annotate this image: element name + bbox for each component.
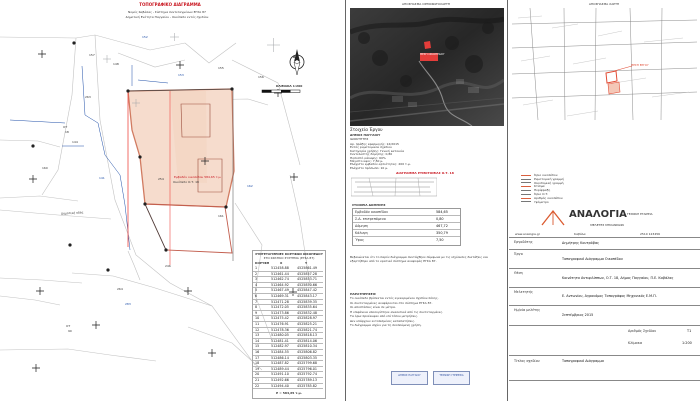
left-subtitle-2: Δημοτική Ενότητα Παγγαίου - Οικόπεδο εντός σχεδίου — [125, 15, 209, 19]
parcel-id-9: 160 — [42, 166, 48, 170]
coord-id: 14 — [255, 338, 260, 343]
road-label: Δημοτική οδός — [60, 210, 84, 216]
legend-item: Όριο Ο.Τ. — [534, 192, 549, 196]
info-line: Αρ. πράξης εφαρμογής: 12/2015 — [350, 142, 399, 146]
coord-y: 4525835.64 — [297, 305, 317, 310]
parcel-id-6: 155 — [218, 66, 224, 70]
legend-line — [521, 201, 531, 202]
legend-line — [521, 190, 531, 191]
title-row-divider — [509, 380, 700, 381]
legend-line — [521, 175, 531, 176]
info-line: Εντός ρυμοτομικού σχεδίου — [350, 145, 392, 150]
ortho-photo — [350, 8, 504, 126]
coord-header-x: Χ — [280, 261, 283, 265]
title-row-value: Σεπτέμβριος 2015 — [562, 313, 594, 317]
company-name: ΑΝΑΛΟΓΙΑ — [569, 209, 627, 220]
legend-line — [521, 186, 531, 187]
note-line: Οι συντεταγμένες αναφέρονται στο σύστημα ΕΓΣΑ 87. — [350, 300, 433, 305]
coord-id: 2 — [255, 271, 258, 276]
sheet-label: Τίτλος σχεδίου — [514, 359, 540, 363]
title-row-divider — [509, 249, 700, 250]
coord-y: 4525843.17 — [297, 294, 317, 298]
coord-x: 512480.05 — [271, 333, 289, 338]
info-line: Ελάχιστο πρόσωπο: 10 μ. — [350, 165, 389, 170]
parcel-id-0: 157 — [89, 53, 95, 57]
table-value: 7,50 — [436, 238, 444, 242]
scale-bar — [262, 90, 300, 93]
note-line: Το διάγραμμα ισχύει για τη σκοπούμενη χρήση. — [350, 323, 422, 327]
coord-y: 4525828.97 — [297, 316, 317, 321]
separator-left-middle — [345, 0, 346, 401]
left-ot-2: ΟΤ — [66, 324, 71, 328]
parcel-id-15: 254 — [158, 177, 164, 181]
table-value: 584,65 — [436, 210, 448, 214]
coord-x: 512478.36 — [271, 327, 289, 332]
coord-id: 11 — [255, 322, 260, 326]
middle-table — [352, 208, 461, 246]
scale-label: ΚΛΙΜΑΚΑ 1:200 — [276, 84, 303, 88]
coord-y: 4525806.82 — [297, 350, 317, 354]
info-line: Κατηγορία χρήσης: Γενική κατοικία — [350, 148, 404, 153]
company-desc: ΜΕΛΕΤΕΣ ΜΗΧΑΝΙΚΩΝ — [590, 223, 624, 227]
table-label: Σ.Δ. επιτρεπόμενο — [355, 217, 386, 221]
parcel-info: Εμβαδόν οικοπέδου 584,65 τ.μ. — [174, 175, 222, 179]
parcel-id-5: 153 — [178, 73, 184, 77]
parcel-id-8: 141 — [99, 176, 105, 180]
parcel-id-10: 161 — [218, 214, 224, 218]
coord-y: 4525796.01 — [297, 366, 317, 371]
road-caption: ΔΙΑΓΡΑΜΜΑ ΡΥΜΟΤΟΜΙΑΣ Ο.Τ. 18 — [396, 171, 454, 175]
title-row-value: Κοινότητα Αντιφιλίππων, Ο.Τ. 18, Δήμος Παγγαίου, Π.Ε. Καβάλας — [562, 275, 674, 280]
coord-id: 19 — [255, 366, 260, 371]
title-row-divider — [509, 268, 700, 269]
coord-x: 512462.74 — [271, 277, 289, 282]
title-row-label: Θέση — [514, 271, 523, 275]
parcel-id-4: 152 — [142, 35, 148, 39]
title-row-divider — [509, 325, 700, 326]
coord-id: 9 — [255, 310, 258, 315]
parcel-sub: Οικόπεδο Ο.Τ. 18 — [173, 180, 199, 184]
coord-id: 22 — [255, 383, 260, 388]
scale-label-right: Κλίμακα — [628, 341, 643, 345]
middle-panel — [347, 0, 507, 401]
legend-item: Οικοδομική γραμμή — [534, 180, 564, 185]
coord-id: 21 — [255, 378, 260, 382]
table-row-divider — [353, 229, 460, 230]
coord-subtitle: ΣΤΟ ΚΡΑΤΙΚΟ ΣΥΣΤΗΜΑ (ΕΓΣΑ 87) — [263, 256, 315, 260]
parcel-id-7: 156 — [258, 75, 264, 79]
table-value: 0,80 — [436, 217, 444, 221]
coord-y: 4525799.68 — [297, 361, 317, 366]
legend-line — [521, 194, 531, 195]
legend-item: Περίφραξη — [534, 188, 551, 193]
right-site-label: ΘΕΣΗ ΕΡΓΟΥ — [631, 63, 649, 67]
coord-y: 4525821.74 — [297, 327, 317, 332]
legend-item: Υψόμετρο — [534, 199, 549, 204]
table-label: Εμβαδόν οικοπέδου — [355, 210, 389, 214]
info-line: Συντελεστής δόμησης: 0,80 — [350, 152, 393, 157]
stamp-1 — [391, 371, 428, 385]
coord-id: 6 — [255, 294, 258, 298]
coord-y: 4525847.42 — [297, 288, 317, 293]
note-line: Οι αποστάσεις είναι σε μέτρα. — [350, 305, 396, 309]
legend-line — [521, 182, 531, 183]
table-title: ΣΤΟΙΧΕΙΑ ΔΟΜΗΣΗΣ — [352, 203, 386, 207]
company-tag: ΤΕΧΝΙΚΗ ΕΤΑΙΡΕΙΑ — [627, 212, 653, 216]
coord-row-divider — [253, 388, 323, 389]
legend-line — [521, 179, 531, 180]
section-title: Στοιχεία Έργου — [350, 127, 383, 132]
coord-y: 4525825.21 — [297, 322, 317, 326]
company-address: Καβάλα — [574, 232, 586, 236]
plan-label: Αριθμός Σχεδίου — [628, 329, 657, 333]
coord-y: 4525832.48 — [297, 310, 317, 315]
parcel-id-3: 144 — [72, 140, 78, 144]
coord-x: 512473.86 — [271, 310, 289, 315]
title-row-divider — [509, 237, 700, 238]
coord-x: 512491.10 — [271, 372, 289, 377]
info-line: Ποσοστό κάλυψης: 60% — [350, 155, 386, 160]
coord-x: 512494.40 — [271, 383, 289, 388]
separator-middle-right — [507, 0, 508, 401]
title-row-label: Ημ/νία μελέτης — [514, 308, 541, 312]
company-url: www.analogia.gr — [515, 232, 540, 236]
table-label: Ύψος — [355, 238, 365, 242]
coord-id: 4 — [255, 282, 258, 287]
coord-y: 4525861.49 — [297, 266, 317, 270]
coord-y: 4525785.82 — [297, 383, 317, 388]
title-row-value: Ε. Αντωνίου, Αγρονόμος Τοπογράφος Μηχανικός Ε.Μ.Π. — [562, 294, 657, 298]
title-block — [509, 237, 700, 401]
coord-x: 512489.44 — [271, 366, 289, 371]
coord-y: 4525810.34 — [297, 344, 317, 349]
parcel-id-12: 264 — [117, 287, 123, 291]
coord-x: 512471.28 — [271, 299, 289, 304]
note-line: Το οικόπεδο βρίσκεται εντός εγκεκριμένου σχεδίου πόλης. — [350, 296, 439, 300]
table-label: Δόμηση — [355, 224, 368, 228]
coord-y: 4525853.71 — [297, 277, 317, 282]
right-panel — [509, 0, 700, 401]
notes-title: ΠΑΡΑΤΗΡΗΣΕΙΣ — [350, 292, 376, 296]
coord-x: 512484.55 — [271, 350, 289, 354]
stamp-2 — [433, 371, 470, 385]
coord-x: 512486.14 — [271, 355, 289, 360]
left-ot-2-sub: 90 — [68, 329, 72, 333]
coord-x: 512469.31 — [271, 294, 289, 298]
title-row-value: Τοπογραφικό Διάγραμμα Οικοπέδου — [562, 256, 623, 261]
coord-id: 13 — [255, 333, 260, 338]
declaration: Βεβαιώνεται ότι το παρόν διάγραμμα συντάχθηκε σύμφωνα με τις ισχύουσες διατάξεις και εξαρτήθηκε από το κρατικό σύστημα αναφοράς ΕΓΣΑ 87. — [350, 255, 488, 263]
coord-id: 7 — [255, 299, 258, 304]
left-title: ΤΟΠΟΓΡΑΦΙΚΟ ΔΙΑΓΡΑΜΜΑ — [139, 2, 201, 7]
note-line: Δεν υπάρχουν εντοπισμένες καταπατήσεις. — [350, 318, 416, 323]
coord-x: 512475.42 — [271, 316, 289, 321]
coord-y: 4525850.66 — [297, 282, 317, 287]
left-ot-1-sub: 18 — [65, 130, 69, 134]
owner-value: ΔΗΜΟΣ ΠΑΓΓΑΙΟΥ — [350, 133, 381, 137]
left-ot-1: ΟΤ — [63, 125, 68, 129]
parcel-id-1: 148 — [113, 62, 119, 66]
right-map — [512, 8, 697, 120]
coord-x: 512482.97 — [271, 344, 289, 349]
coord-header-y: Υ — [305, 261, 308, 265]
coord-id: 17 — [255, 355, 260, 360]
coord-y: 4525803.35 — [297, 355, 317, 360]
table-label: Κάλυψη — [355, 231, 368, 235]
company-phone: 2510 123456 — [640, 232, 661, 236]
coord-x: 512467.49 — [271, 288, 289, 293]
coord-id: 18 — [255, 361, 260, 366]
legend-item: Κτίσμα — [534, 184, 545, 189]
title-row-divider — [509, 287, 700, 288]
info-line: Μέγιστο ύψος: 7,50 μ. — [350, 159, 384, 163]
coord-id: 15 — [255, 344, 260, 349]
coord-id: 10 — [255, 316, 260, 321]
coord-y: 4525814.06 — [297, 338, 317, 343]
left-panel — [0, 0, 345, 401]
coord-x: 512487.82 — [271, 361, 289, 366]
coord-id: 5 — [255, 288, 258, 293]
stamp-1-text: ΔΗΜΟΣ ΠΑΓΓΑΙΟΥ — [398, 374, 421, 377]
coord-y: 4525839.35 — [297, 299, 317, 304]
note-line: Η επιφάνεια υπολογίστηκε αναλυτικά από τις συντεταγμένες. — [350, 309, 444, 314]
table-value: 467,72 — [436, 224, 448, 228]
title-row-label: Μελετητής — [514, 290, 533, 294]
title-row-value: Δημήτρης Κουτρόβας — [562, 241, 600, 245]
coord-x: 512481.41 — [271, 338, 289, 343]
coord-id: 16 — [255, 350, 260, 354]
coord-x: 512476.91 — [271, 322, 289, 326]
north-arrow — [290, 49, 304, 75]
coord-y: 4525792.74 — [297, 372, 317, 377]
coord-id: 12 — [255, 327, 260, 332]
ortho-label: ΘΕΣΗ ΟΙΚΟΠΕΔΟΥ — [420, 52, 445, 56]
parcel-id-14: 246 — [165, 264, 171, 268]
info-line: Ελάχιστο εμβαδόν αρτιότητας: 200 τ.μ. — [350, 162, 411, 167]
coord-id: 20 — [255, 372, 260, 377]
coord-id: 3 — [255, 277, 258, 282]
table-row-divider — [353, 222, 460, 223]
owner-label: ΙΔΙΟΚΤΗΤΗΣ — [350, 137, 369, 141]
right-top-caption: ΑΠΟΣΠΑΣΜΑ ΧΑΡΤΗ — [588, 2, 620, 6]
coord-y: 4525857.28 — [297, 271, 317, 276]
title-row-label: Εργοδότης — [514, 240, 533, 244]
coord-x: 512464.92 — [271, 282, 289, 287]
coord-id: 1 — [255, 266, 258, 270]
coord-header-id: ΚΟΡΥΦΗ — [255, 261, 270, 265]
legend-line — [521, 198, 531, 199]
left-subtitle-1: Νομός Καβάλας - Σύστημα συντεταγμένων ΕΓΣΑ 87 — [128, 10, 206, 14]
legend-item: Αριθμός οικοπέδου — [534, 195, 563, 200]
parcel-id-13: 283 — [125, 302, 131, 306]
road-diagram — [351, 177, 437, 197]
sheet-value: Τοπογραφικό Διάγραμμα — [562, 359, 604, 363]
table-value: 350,79 — [436, 231, 448, 235]
ortho-caption: ΑΠΟΣΠΑΣΜΑ ΟΡΘΟΦΩΤΟΧΑΡΤΗ — [401, 2, 451, 6]
legend-item: Όριο οικοπέδου — [534, 173, 558, 177]
coord-x: 512461.44 — [271, 271, 289, 276]
north-label: Β — [293, 55, 296, 59]
note-line: Τα όρια προέκυψαν από επί τόπου μετρήσεις. — [350, 314, 419, 318]
table-row-divider — [353, 215, 460, 216]
table-row-divider — [353, 236, 460, 237]
parcel-id-2: 263 — [85, 95, 91, 99]
stamp-2-text: ΤΕΧΝΙΚΗ ΥΠΗΡΕΣΙΑ — [439, 374, 464, 377]
legend-item: Ρυμοτομική γραμμή — [534, 176, 564, 181]
coord-x: 512458.88 — [271, 266, 289, 270]
coord-y: 4525789.13 — [297, 378, 317, 382]
coord-y: 4525818.13 — [297, 333, 317, 338]
scale-value-right: 1:200 — [682, 341, 692, 345]
title-row-label: Έργο — [514, 252, 523, 256]
title-row-divider — [509, 305, 700, 306]
coord-x: 512492.66 — [271, 378, 289, 382]
plan-number: Τ1 — [687, 329, 692, 333]
coord-id: 8 — [255, 305, 258, 310]
coord-title: ΣΥΝΤΕΤΑΓΜΕΝΕΣ ΚΟΡΥΦΩΝ ΟΙΚΟΠΕΔΟΥ — [255, 252, 323, 256]
parcel-id-11: 162 — [247, 184, 253, 188]
coordinate-table — [252, 250, 326, 399]
coord-total: Ε = 584,65 τ.μ. — [276, 391, 302, 395]
coord-x: 512472.05 — [271, 305, 289, 310]
title-row-divider — [509, 355, 700, 356]
